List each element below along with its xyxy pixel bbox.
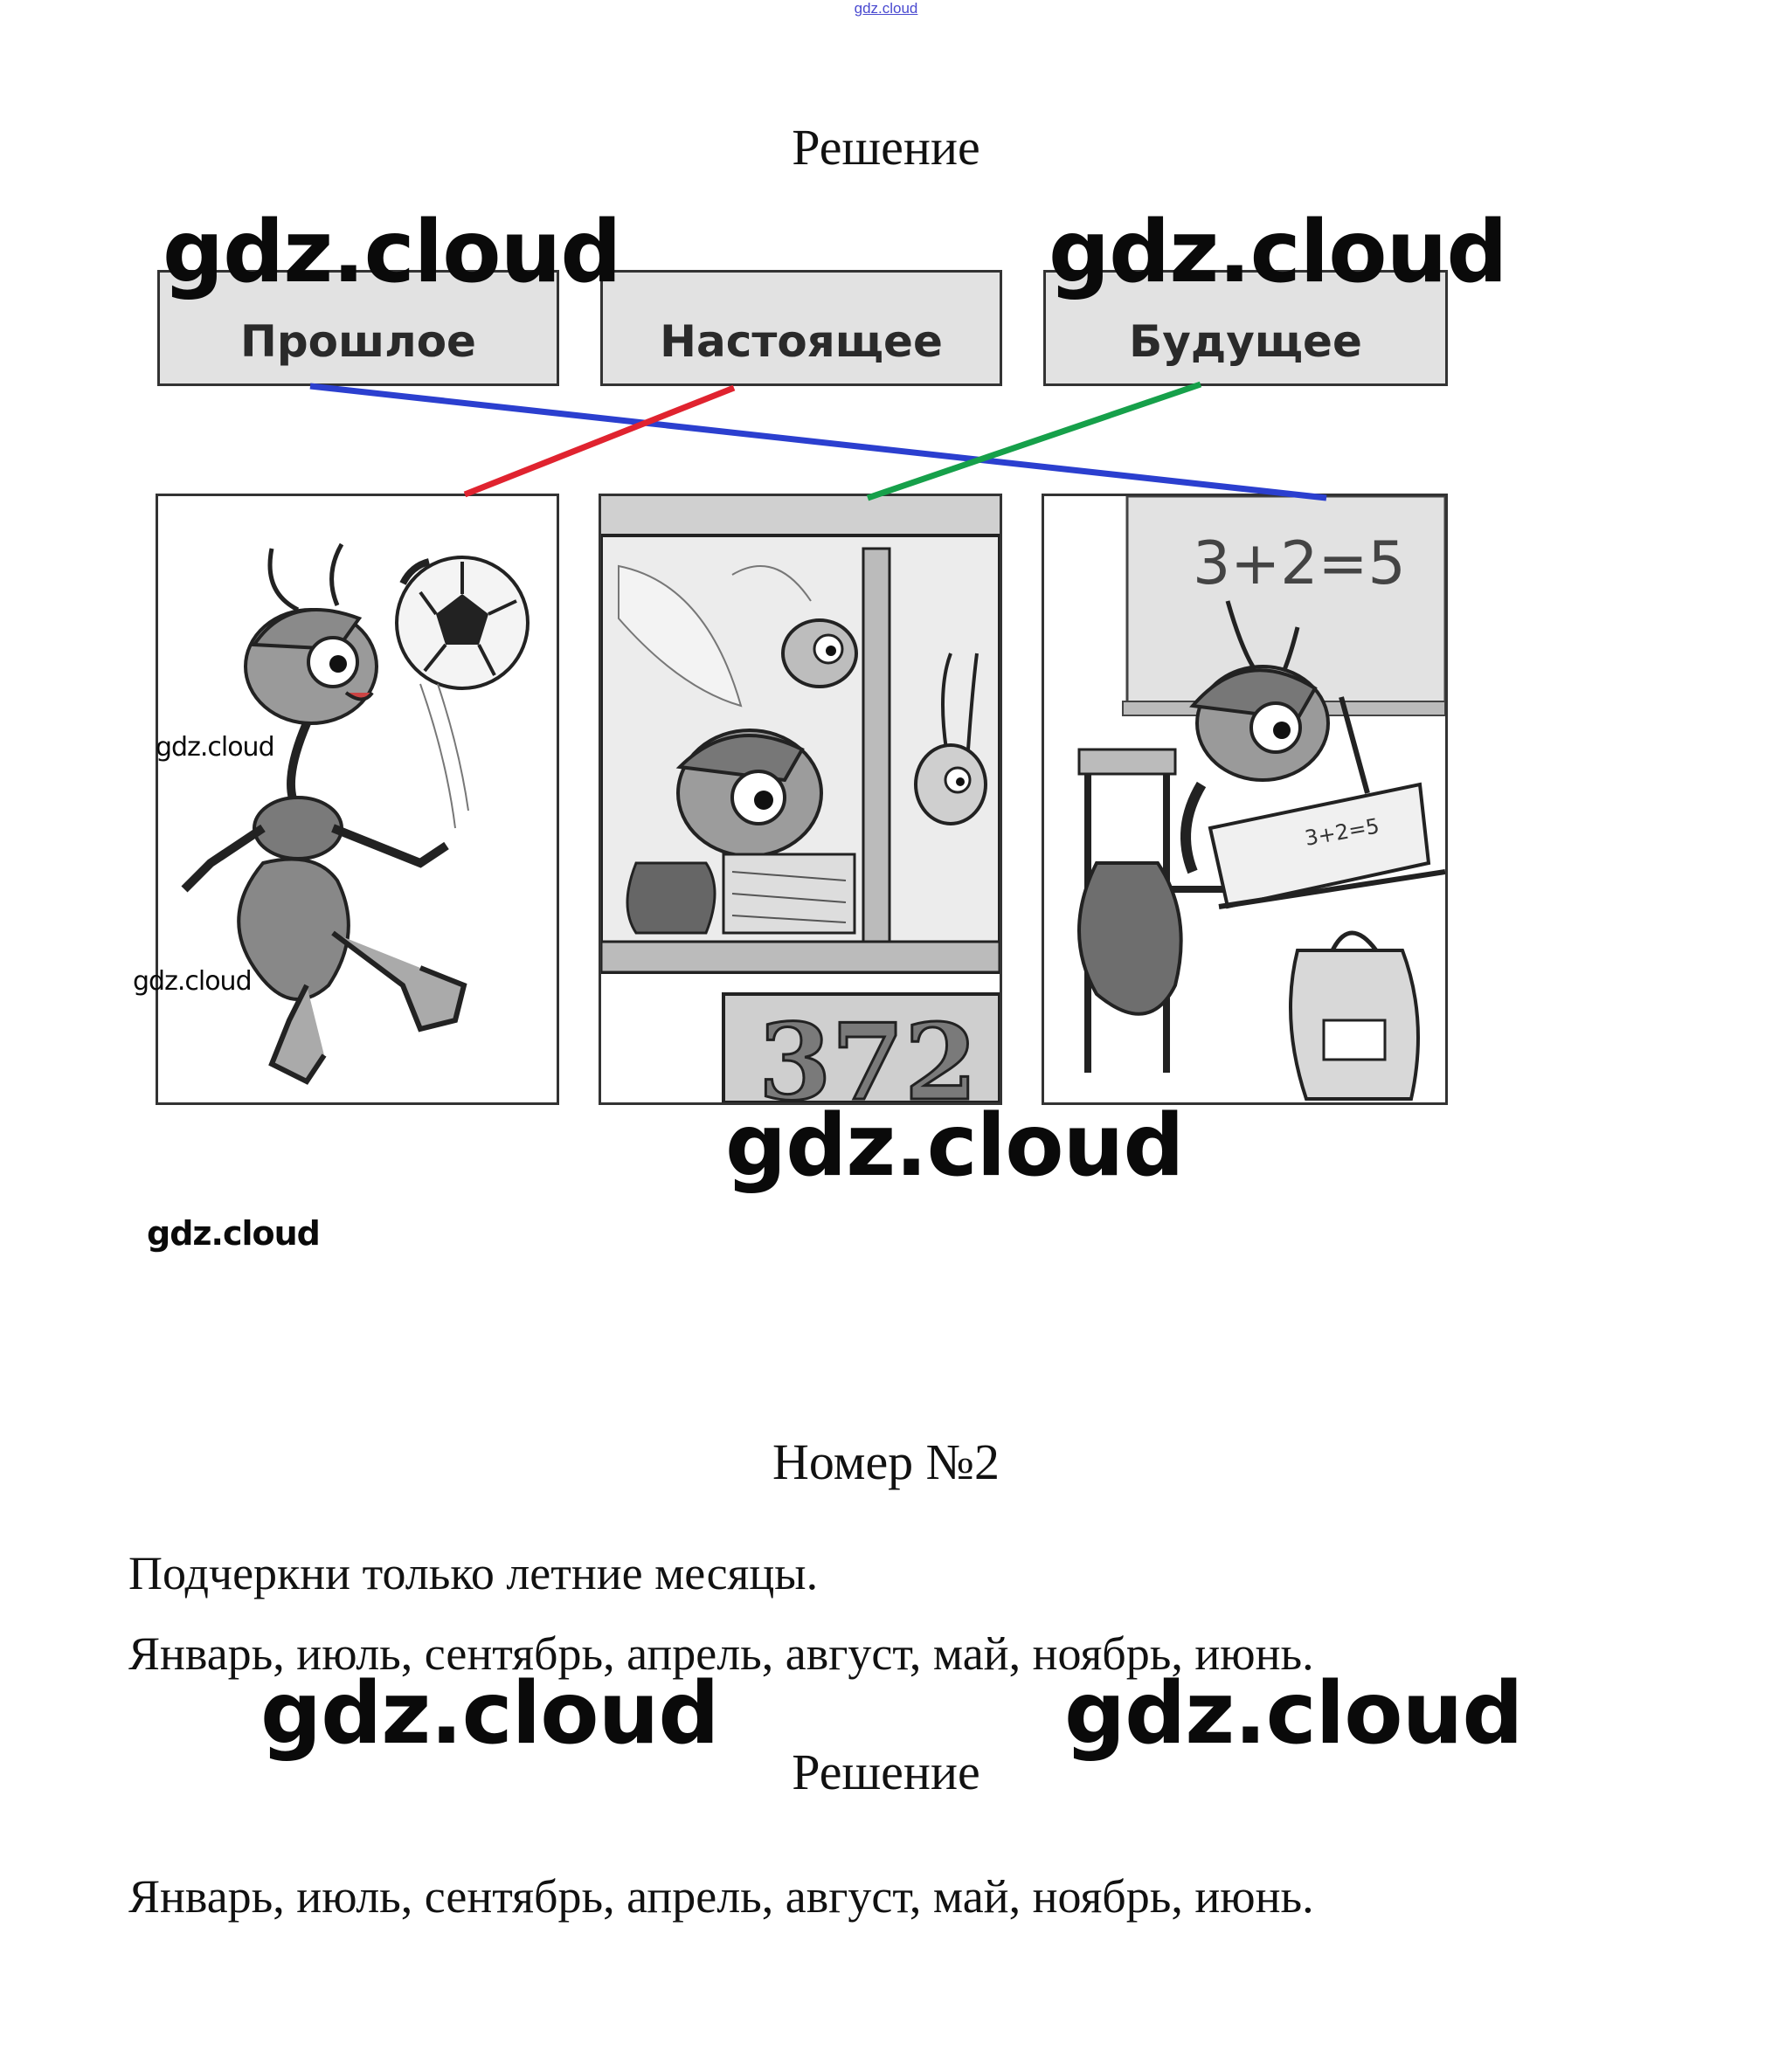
label-present-text: Настоящее bbox=[660, 315, 943, 367]
task2-months-line: Январь, июль, сентябрь, апрель, август, май, ноябрь, июнь. bbox=[128, 1627, 1314, 1680]
watermark: gdz.cloud bbox=[163, 203, 621, 302]
task2-heading: Номер №2 bbox=[772, 1433, 1000, 1490]
watermark: gdz.cloud bbox=[133, 966, 252, 997]
watermark: gdz.cloud bbox=[725, 1096, 1184, 1196]
watermark: gdz.cloud bbox=[156, 732, 274, 763]
line-past-to-future bbox=[310, 386, 1326, 498]
task2-answer-line: Январь, июль, сентябрь, апрель, август, май, ноябрь, июнь. bbox=[128, 1870, 1314, 1923]
watermark: gdz.cloud bbox=[260, 1664, 719, 1764]
site-mark[interactable]: gdz.cloud bbox=[854, 0, 918, 17]
bus-number: 372 bbox=[758, 1001, 978, 1102]
watermark: gdz.cloud bbox=[1049, 203, 1507, 302]
label-past-text: Прошлое bbox=[240, 315, 476, 367]
watermark: gdz.cloud bbox=[1064, 1664, 1523, 1764]
watermark: gdz.cloud bbox=[147, 1214, 320, 1253]
solution-heading-2: Решение bbox=[792, 1744, 980, 1800]
line-present-to-past bbox=[465, 388, 734, 494]
notebook-equation: 3+2=5 bbox=[1303, 813, 1381, 851]
task2-instruction: Подчеркни только летние месяцы. bbox=[128, 1547, 819, 1599]
board-equation: 3+2=5 bbox=[1193, 529, 1406, 598]
label-future-text: Будущее bbox=[1129, 315, 1362, 367]
solution-heading-1: Решение bbox=[792, 119, 980, 176]
